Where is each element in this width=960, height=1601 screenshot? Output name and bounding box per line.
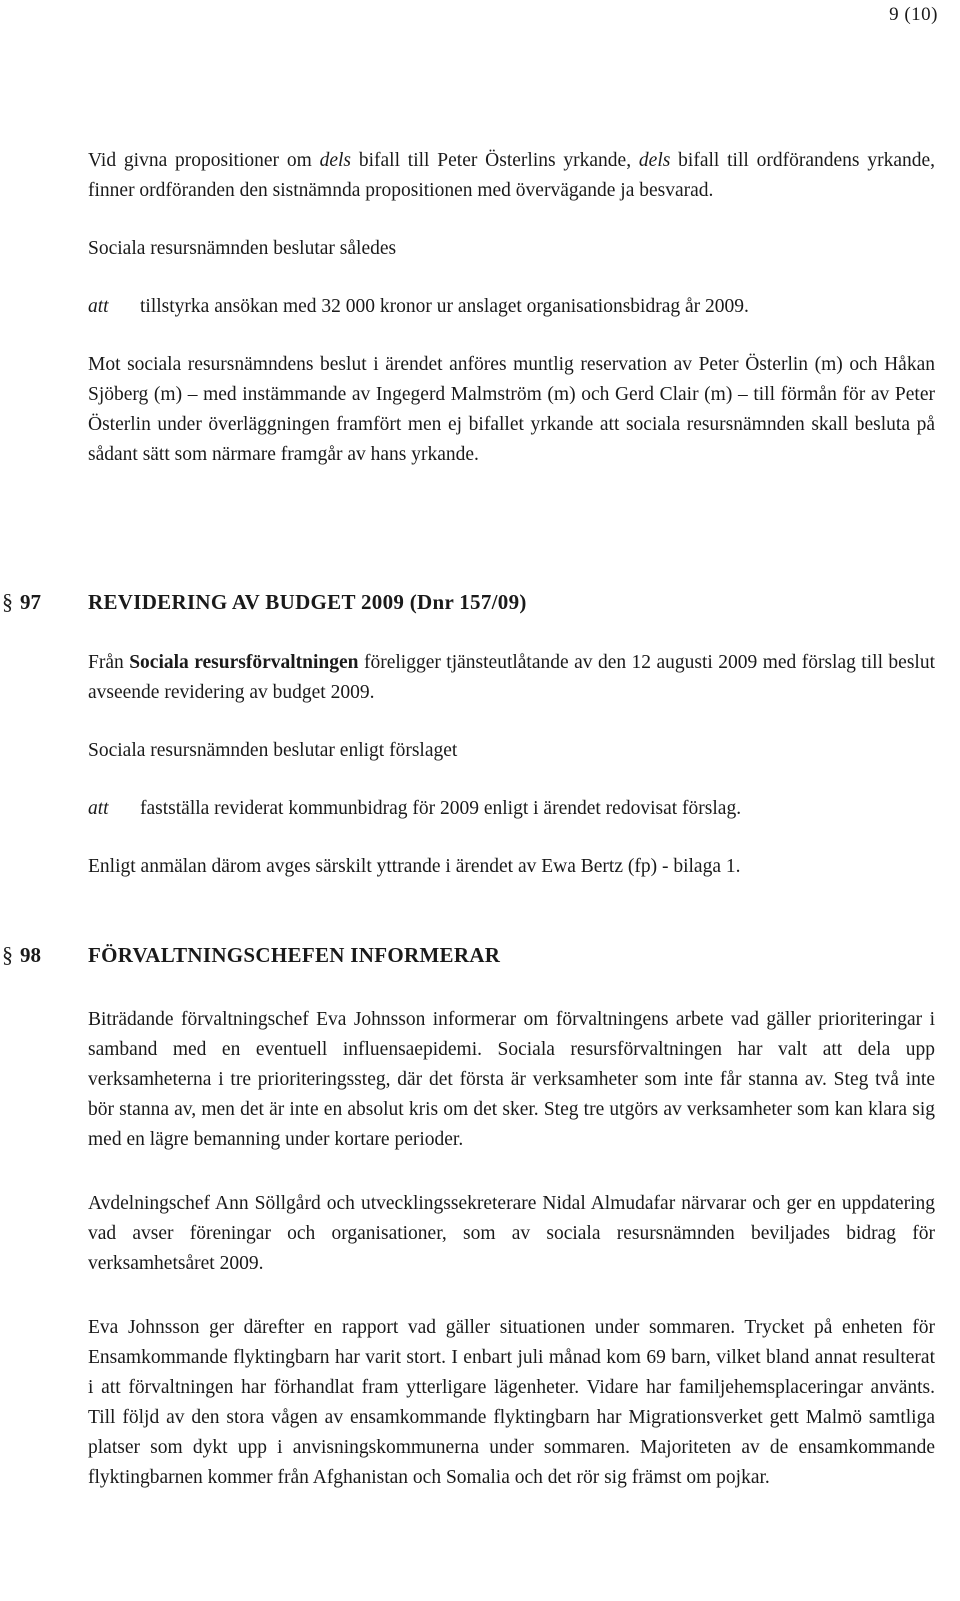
section-number: 98	[20, 943, 41, 967]
page-number: 9 (10)	[889, 4, 938, 25]
decision-att-label: att	[88, 798, 109, 819]
text-run: föreligger tjänsteutlåtande av den 12 augusti 2009 med förslag till beslut avseende revidering av budget 2009.	[88, 652, 936, 703]
intro-decision	[88, 292, 935, 322]
section-symbol: §	[2, 589, 13, 614]
section-97-decision-heading: Sociala resursnämnden beslutar enligt förslaget	[88, 740, 458, 761]
section-98-body	[88, 1005, 935, 1493]
section-97-body	[88, 648, 935, 882]
section-number: 97	[20, 590, 41, 614]
section-97-special-statement: Enligt anmälan därom avges särskilt yttrande i ärendet av Ewa Bertz (fp) - bilaga 1.	[88, 856, 741, 877]
text-run: Vid givna propositioner om	[88, 150, 320, 171]
section-98-paragraph-priorities: Biträdande förvaltningschef Eva Johnsson informerar om förvaltningens arbete vad gäller prioriteringar i samband med en eventuell influensaepidemi. Sociala resursförvaltningen har valt att dela upp verksamheterna i tre prioriteringssteg, där det första är verksamheter som inte får stanna av. Steg två inte bör stanna av, men det är inte en absolut kris om det sker. Steg tre utgörs av verksamheter som kan klara sig med en lägre bemanning under kortare perioder.	[88, 1009, 935, 1150]
text-run: bifall till ordförandens yrkande, finner ordföranden den sistnämnda propositionen med övervägande ja besvarad.	[88, 150, 936, 201]
section-97-decision	[88, 794, 935, 824]
intro-section	[88, 146, 935, 470]
intro-paragraph-propositions	[88, 146, 935, 206]
bold-org-name: Sociala resursförvaltningen	[129, 652, 359, 673]
section-98-paragraph-summer-report: Eva Johnsson ger därefter en rapport vad gäller situationen under sommaren. Trycket på enheten för Ensamkommande flyktingbarn har varit stort. I enbart juli månad kom 69 barn, vilket bland annat resulterat i att förvaltningen har förhandlat fram ytterligare lägenheter. Vidare har familjehemsplaceringar använts. Till följd av den stora vågen av ensamkommande flyktingbarn har Migrationsverket gett Malmö samtliga platser som dykt upp i anvisningskommunerna under sommaren. Majoriteten av de ensamkommande flyktingbarnen kommer från Afghanistan och Somalia och det rör sig främst om pojkar.	[88, 1317, 935, 1488]
intro-decision-heading: Sociala resursnämnden beslutar således	[88, 238, 397, 259]
decision-text: tillstyrka ansökan med 32 000 kronor ur anslaget organisationsbidrag år 2009.	[140, 296, 749, 317]
emphasis-dels: dels	[319, 150, 352, 171]
reservation-paragraph: Mot sociala resursnämndens beslut i ärendet anföres muntlig reservation av Peter Österlin (m) och Håkan Sjöberg (m) – med instämmande av Ingegerd Malmström (m) och Gerd Clair (m) – till förmån för av Peter Österlin under överläggningen framfört men ej bifallet yrkande att sociala resursnämnden skall besluta på sådant sätt som närmare framgår av hans yrkande.	[88, 354, 935, 465]
section-title: REVIDERING AV BUDGET 2009 (Dnr 157/09)	[88, 590, 527, 614]
section-title: FÖRVALTNINGSCHEFEN INFORMERAR	[88, 943, 501, 967]
text-run: bifall till Peter Österlins yrkande,	[351, 150, 639, 171]
section-98-paragraph-associations: Avdelningschef Ann Söllgård och utvecklingssekreterare Nidal Almudafar närvarar och ger en uppdatering vad avser föreningar och organisationer, som av sociala resursnämnden beviljades bidrag för verksamhetsåret 2009.	[88, 1193, 935, 1274]
section-symbol: §	[2, 942, 13, 967]
decision-text: fastställa reviderat kommunbidrag för 2009 enligt i ärendet redovisat förslag.	[140, 798, 742, 819]
decision-att-label: att	[88, 296, 109, 317]
text-run: Från	[88, 652, 130, 673]
emphasis-dels: dels	[638, 150, 671, 171]
section-97-paragraph	[88, 648, 935, 708]
